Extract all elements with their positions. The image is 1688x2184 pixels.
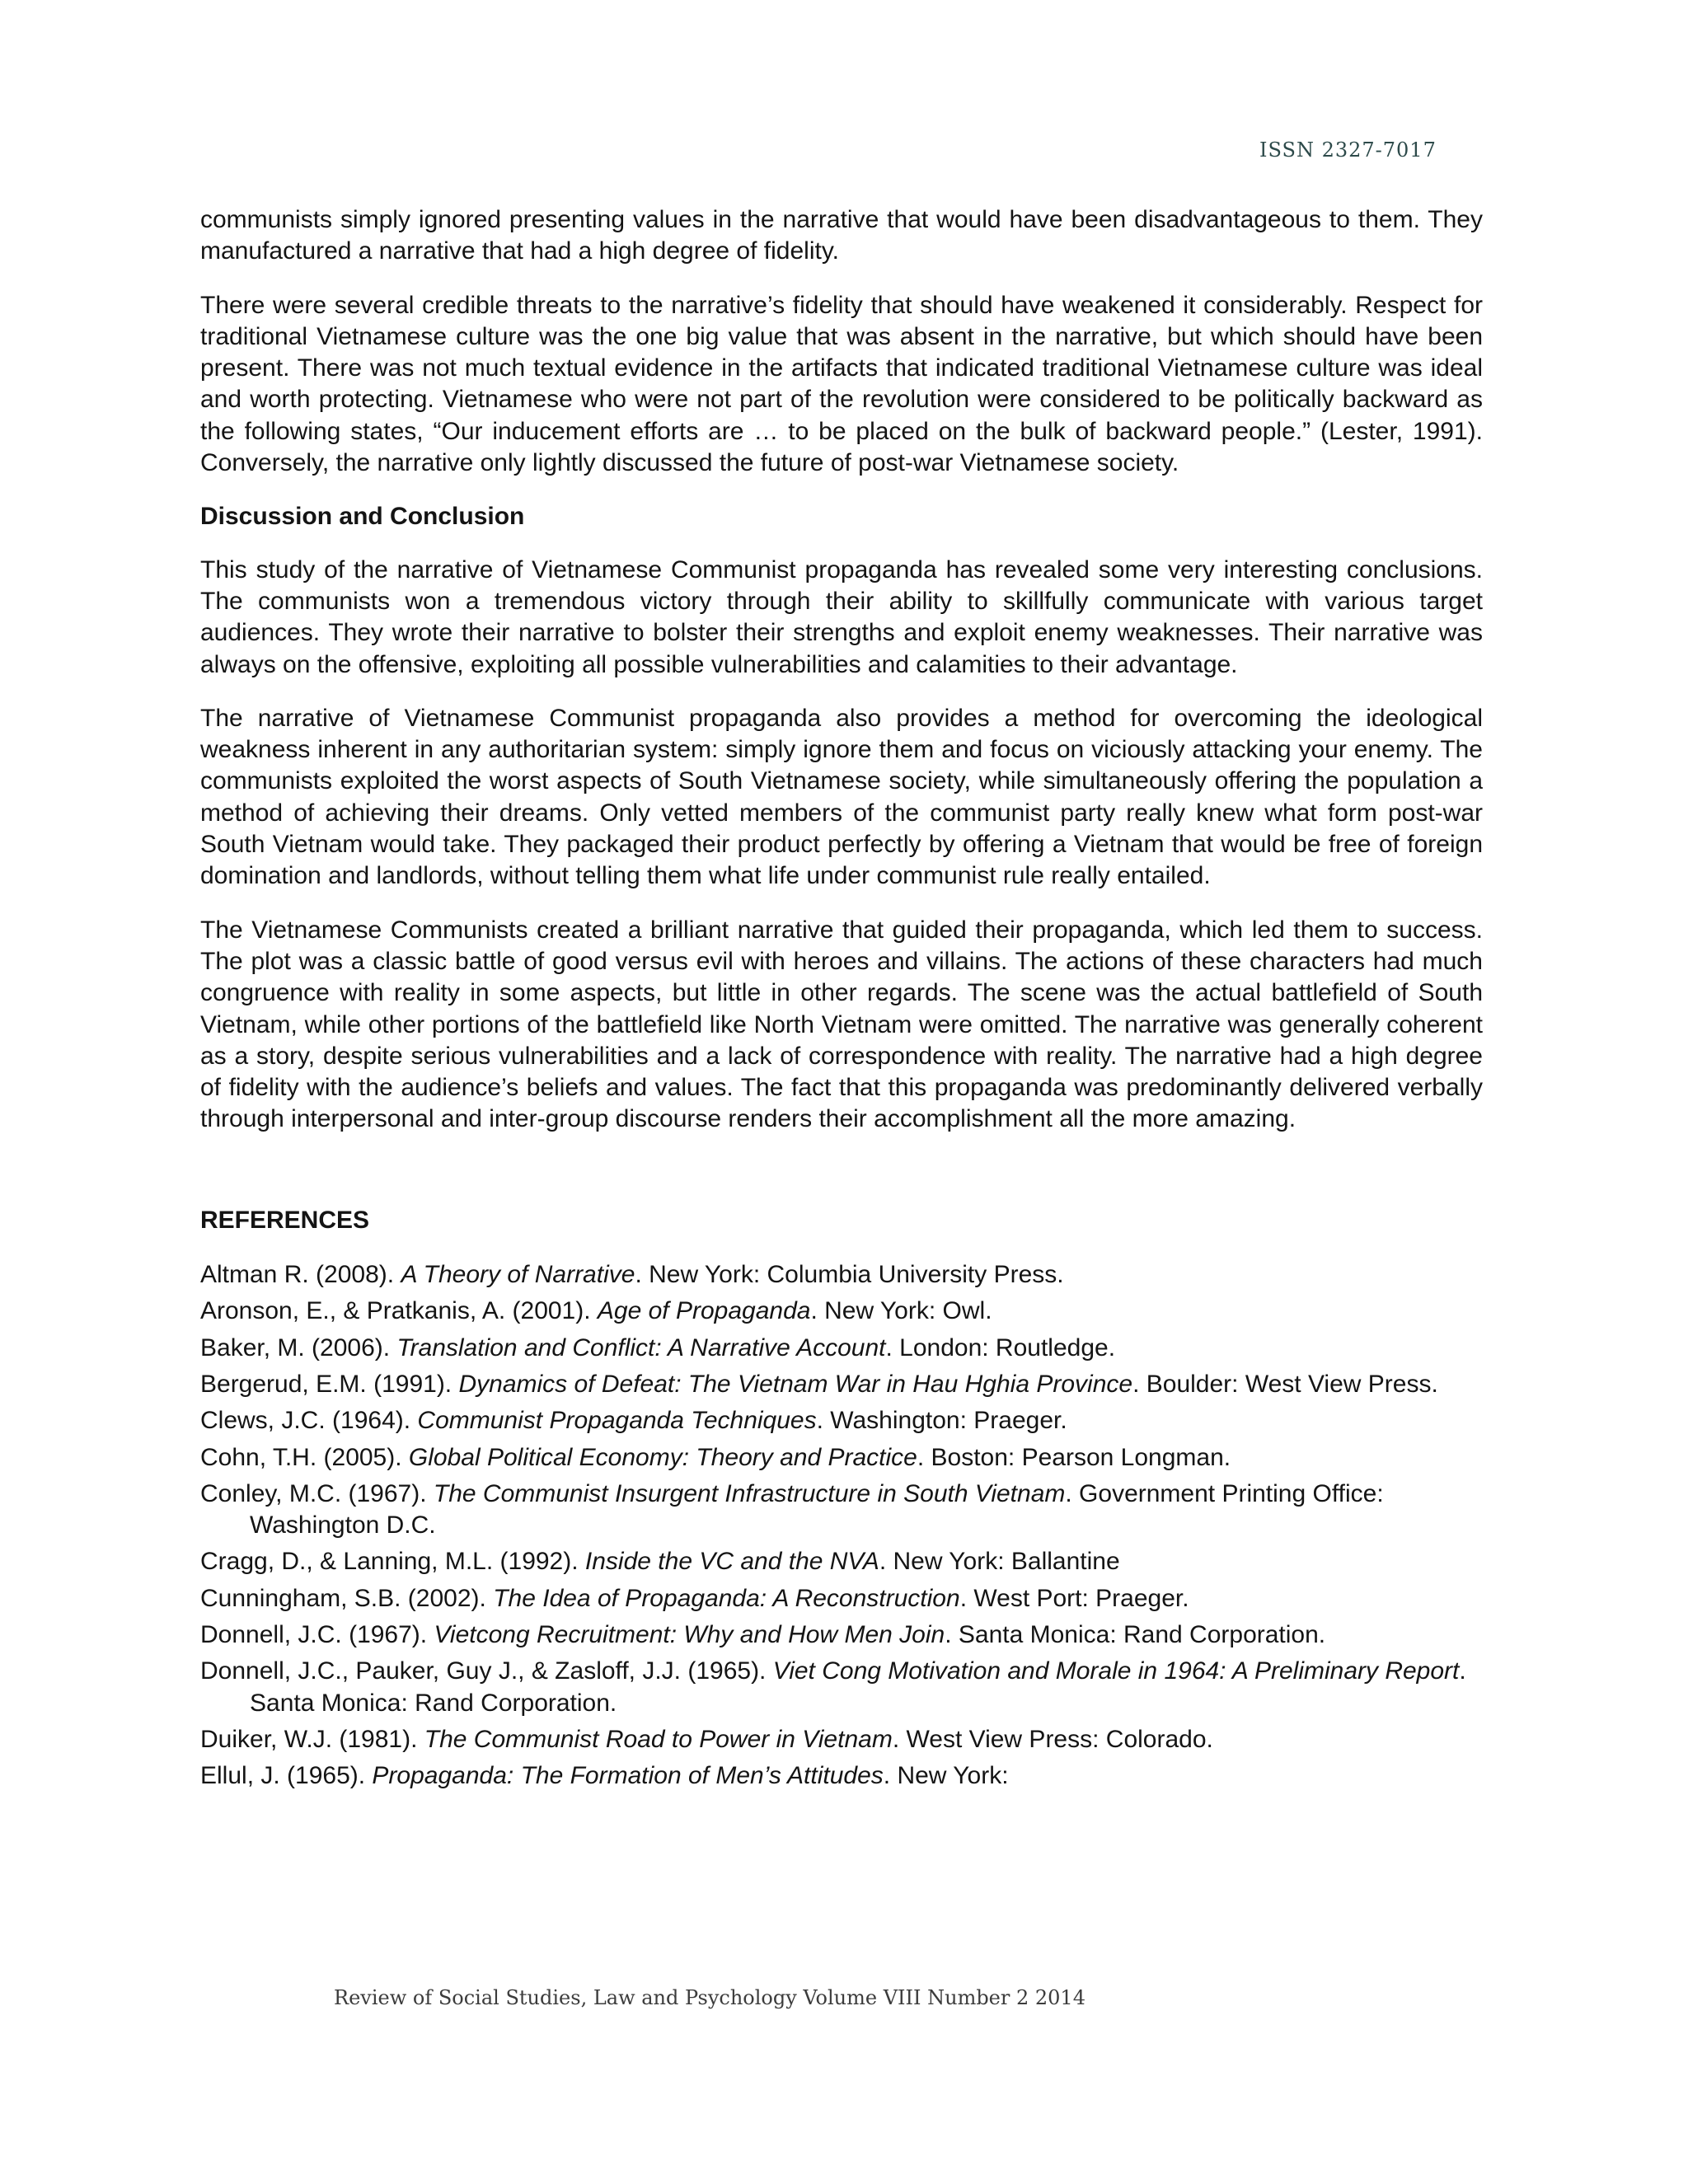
reference-title: Inside the VC and the NVA	[584, 1548, 879, 1576]
reference-title: Viet Cong Motivation and Morale in 1964: A Preliminary Report	[772, 1657, 1460, 1685]
reference-item: Donnell, J.C. (1967). Vietcong Recruitment: Why and How Men Join. Santa Monica: Rand Corporation.	[200, 1620, 1326, 1648]
reference-title: Age of Propaganda	[597, 1297, 811, 1325]
reference-list	[200, 1259, 1483, 1792]
body-paragraph: There were several credible threats to the narrative’s fidelity that should have weakened it considerably. Respect for traditional Vietnamese culture was the one big value that was absent in the narrative, but which should have been present. There was not much textual evidence in the artifacts that indicated traditional Vietnamese culture was ideal and worth protecting. Vietnamese who were not part of the revolution were considered to be politically backward as the following states, “Our inducement efforts are … to be placed on the bulk of backward people.” (Lester, 1991). Conversely, the narrative only lightly discussed the future of post-war Vietnamese society.	[200, 291, 1483, 477]
reference-title: The Communist Insurgent Infrastructure in South Vietnam	[433, 1479, 1066, 1507]
reference-item: Conley, M.C. (1967). The Communist Insurgent Infrastructure in South Vietnam. Government Printing Office: Washington D.C.	[200, 1479, 1384, 1540]
reference-title: Communist Propaganda Techniques	[417, 1407, 817, 1435]
body-paragraph: The Vietnamese Communists created a brilliant narrative that guided their propaganda, which led them to success. The plot was a classic battle of good versus evil with heroes and villains. The actions of these characters had much congruence with reality in some aspects, but little in other regards. The scene was the actual battlefield of South Vietnam, while other portions of the battlefield like North Vietnam were omitted. The narrative was generally coherent as a story, despite serious vulnerabilities and a lack of correspondence with reality. The narrative had a high degree of fidelity with the audience’s beliefs and values. The fact that this propaganda was predominantly delivered verbally through interpersonal and inter-group discourse renders their accomplishment all the more amazing.	[200, 916, 1483, 1133]
article-body	[200, 204, 1483, 1797]
reference-item: Aronson, E., & Pratkanis, A. (2001). Age of Propaganda. New York: Owl.	[200, 1297, 992, 1325]
reference-item: Bergerud, E.M. (1991). Dynamics of Defeat: The Vietnam War in Hau Hghia Province. Boulder: West View Press.	[200, 1370, 1438, 1398]
references-heading: REFERENCES	[200, 1206, 370, 1234]
reference-item: Altman R. (2008). A Theory of Narrative. New York: Columbia University Press.	[200, 1261, 1064, 1289]
reference-item: Donnell, J.C., Pauker, Guy J., & Zasloff, J.J. (1965). Viet Cong Motivation and Morale in 1964: A Preliminary Report. Santa Monica: Rand Corporation.	[200, 1657, 1466, 1717]
reference-title: Vietcong Recruitment: Why and How Men Join	[434, 1620, 945, 1648]
reference-title: The Communist Road to Power in Vietnam	[424, 1725, 893, 1753]
body-paragraph: This study of the narrative of Vietnamese Communist propaganda has revealed some very interesting conclusions. The communists won a tremendous victory through their ability to skillfully communicate with various target audiences. They wrote their narrative to bolster their strengths and exploit enemy weaknesses. Their narrative was always on the offensive, exploiting all possible vulnerabilities and calamities to their advantage.	[200, 555, 1483, 678]
reference-title: Propaganda: The Formation of Men’s Attitudes	[372, 1762, 884, 1790]
reference-item: Ellul, J. (1965). Propaganda: The Formation of Men’s Attitudes. New York:	[200, 1762, 1009, 1790]
reference-item: Cunningham, S.B. (2002). The Idea of Propaganda: A Reconstruction. West Port: Praeger.	[200, 1584, 1189, 1612]
reference-title: Dynamics of Defeat: The Vietnam War in Hau Hghia Province	[458, 1370, 1133, 1398]
journal-footer: Review of Social Studies, Law and Psychology Volume VIII Number 2 2014	[334, 1986, 1085, 2009]
reference-title: A Theory of Narrative	[401, 1261, 635, 1289]
reference-title: The Idea of Propaganda: A Reconstruction	[493, 1584, 960, 1612]
reference-title: Global Political Economy: Theory and Practice	[408, 1443, 917, 1471]
reference-item: Cragg, D., & Lanning, M.L. (1992). Inside the VC and the NVA. New York: Ballantine	[200, 1548, 1120, 1576]
issn-label: ISSN 2327-7017	[1259, 138, 1437, 162]
reference-item: Cohn, T.H. (2005). Global Political Economy: Theory and Practice. Boston: Pearson Longman.	[200, 1443, 1231, 1471]
reference-item: Baker, M. (2006). Translation and Conflict: A Narrative Account. London: Routledge.	[200, 1333, 1116, 1361]
reference-title: Translation and Conflict: A Narrative Account	[396, 1333, 886, 1361]
body-paragraph: communists simply ignored presenting values in the narrative that would have been disadvantageous to them. They manufactured a narrative that had a high degree of fidelity.	[200, 206, 1483, 265]
body-paragraph: The narrative of Vietnamese Communist propaganda also provides a method for overcoming the ideological weakness inherent in any authoritarian system: simply ignore them and focus on viciously attacking your enemy. The communists exploited the worst aspects of South Vietnamese society, while simultaneously offering the population a method of achieving their dreams. Only vetted members of the communist party really knew what form post-war South Vietnam would take. They packaged their product perfectly by offering a Vietnam that would be free of foreign domination and landlords, without telling them what life under communist rule really entailed.	[200, 704, 1483, 890]
reference-item: Clews, J.C. (1964). Communist Propaganda Techniques. Washington: Praeger.	[200, 1407, 1067, 1435]
reference-item: Duiker, W.J. (1981). The Communist Road to Power in Vietnam. West View Press: Colorado.	[200, 1725, 1213, 1753]
section-heading: Discussion and Conclusion	[200, 503, 525, 531]
